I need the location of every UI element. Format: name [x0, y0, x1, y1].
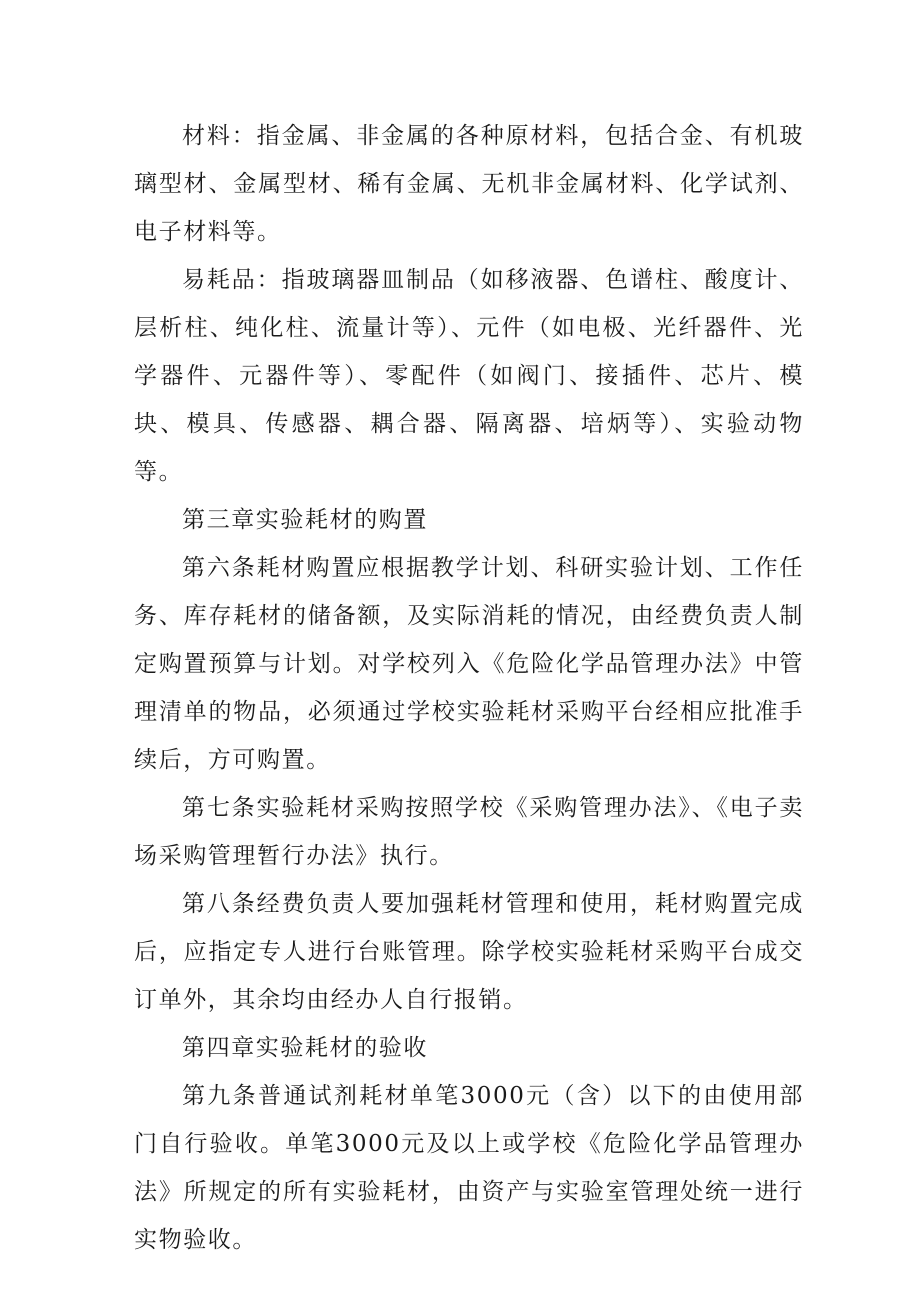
- paragraph-consumables-definition: 易耗品：指玻璃器皿制品（如移液器、色谱柱、酸度计、层析柱、纯化柱、流量计等）、元件（如电极、光纤器件、光学器件、元器件等）、零配件（如阀门、接插件、芯片、模块、模具、传感器、耦合器、隔离器、培炳等）、实验动物等。: [134, 267, 804, 485]
- article-eight: 第八条经费负责人要加强耗材管理和使用，耗材购置完成后，应指定专人进行台账管理。除学校实验耗材采购平台成交订单外，其余均由经办人自行报销。: [134, 891, 804, 1013]
- document-body: [134, 112, 804, 1264]
- chapter-three-heading: 第三章实验耗材的购置: [182, 507, 428, 533]
- article-nine: 第九条普通试剂耗材单笔3000元（含）以下的由使用部门自行验收。单笔3000元及以上或学校《危险化学品管理办法》所规定的所有实验耗材，由资产与实验室管理处统一进行实物验收。: [134, 1083, 804, 1253]
- article-six: 第六条耗材购置应根据教学计划、科研实验计划、工作任务、库存耗材的储备额，及实际消耗的情况，由经费负责人制定购置预算与计划。对学校列入《危险化学品管理办法》中管理清单的物品，必须通过学校实验耗材采购平台经相应批准手续后，方可购置。: [134, 555, 804, 773]
- article-seven: 第七条实验耗材采购按照学校《采购管理办法》、《电子卖场采购管理暂行办法》执行。: [134, 795, 804, 869]
- chapter-four-heading: 第四章实验耗材的验收: [182, 1035, 428, 1061]
- paragraph-materials-definition: 材料：指金属、非金属的各种原材料，包括合金、有机玻璃型材、金属型材、稀有金属、无机非金属材料、化学试剂、电子材料等。: [134, 123, 804, 245]
